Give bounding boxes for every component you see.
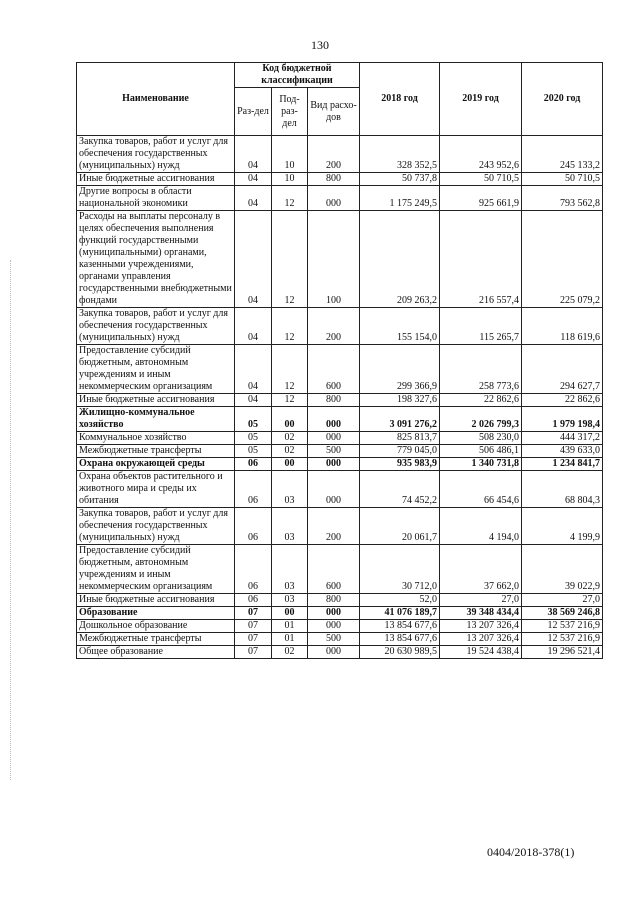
table-row (77, 211, 603, 308)
table-row (77, 136, 603, 173)
header-code-group: Код бюджетной классификации (235, 63, 360, 88)
cell-vid: 500 (308, 445, 360, 458)
cell-name: Межбюджетные трансферты (77, 445, 235, 458)
cell-razdel: 06 (235, 508, 272, 545)
cell-y2019: 37 662,0 (440, 545, 522, 594)
table-body (77, 136, 603, 659)
cell-podrazdel: 00 (272, 607, 308, 620)
table-row (77, 545, 603, 594)
cell-y2018: 1 175 249,5 (360, 186, 440, 211)
cell-podrazdel: 03 (272, 508, 308, 545)
cell-y2018: 825 813,7 (360, 432, 440, 445)
cell-name: Межбюджетные трансферты (77, 633, 235, 646)
cell-y2018: 13 854 677,6 (360, 633, 440, 646)
cell-podrazdel: 12 (272, 394, 308, 407)
cell-vid: 000 (308, 620, 360, 633)
cell-name: Расходы на выплаты персоналу в целях обеспечения выполнения функций государственными (муниципальными) органами, казенными учреждениями, органами управления государственными внебюджетными фондами (77, 211, 235, 308)
cell-podrazdel: 03 (272, 545, 308, 594)
table-row (77, 458, 603, 471)
cell-razdel: 04 (235, 186, 272, 211)
table-row (77, 308, 603, 345)
cell-y2018: 41 076 189,7 (360, 607, 440, 620)
cell-name: Охрана объектов растительного и животного мира и среды их обитания (77, 471, 235, 508)
cell-y2020: 12 537 216,9 (522, 633, 603, 646)
cell-name: Закупка товаров, работ и услуг для обеспечения государственных (муниципальных) нужд (77, 308, 235, 345)
page-number: 130 (311, 38, 329, 52)
cell-podrazdel: 01 (272, 633, 308, 646)
cell-y2019: 66 454,6 (440, 471, 522, 508)
cell-y2018: 299 366,9 (360, 345, 440, 394)
cell-y2020: 27,0 (522, 594, 603, 607)
cell-y2018: 52,0 (360, 594, 440, 607)
table-row (77, 432, 603, 445)
header-name: Наименование (77, 63, 235, 136)
cell-y2019: 506 486,1 (440, 445, 522, 458)
table-row (77, 594, 603, 607)
cell-name: Иные бюджетные ассигнования (77, 173, 235, 186)
cell-razdel: 05 (235, 445, 272, 458)
cell-vid: 000 (308, 186, 360, 211)
table-row (77, 620, 603, 633)
table-row (77, 173, 603, 186)
cell-y2018: 20 630 989,5 (360, 646, 440, 659)
cell-name: Иные бюджетные ассигнования (77, 594, 235, 607)
cell-y2020: 1 234 841,7 (522, 458, 603, 471)
header-section: Раз-дел (235, 88, 272, 136)
cell-podrazdel: 12 (272, 186, 308, 211)
cell-y2020: 4 199,9 (522, 508, 603, 545)
table-row (77, 607, 603, 620)
cell-y2020: 19 296 521,4 (522, 646, 603, 659)
cell-vid: 500 (308, 633, 360, 646)
cell-y2020: 1 979 198,4 (522, 407, 603, 432)
cell-y2020: 50 710,5 (522, 173, 603, 186)
cell-y2020: 68 804,3 (522, 471, 603, 508)
cell-razdel: 05 (235, 407, 272, 432)
cell-y2020: 793 562,8 (522, 186, 603, 211)
cell-podrazdel: 10 (272, 173, 308, 186)
cell-podrazdel: 03 (272, 471, 308, 508)
cell-razdel: 07 (235, 607, 272, 620)
cell-name: Другие вопросы в области национальной экономики (77, 186, 235, 211)
cell-y2020: 22 862,6 (522, 394, 603, 407)
cell-y2020: 39 022,9 (522, 545, 603, 594)
cell-y2019: 2 026 799,3 (440, 407, 522, 432)
cell-vid: 800 (308, 394, 360, 407)
cell-y2019: 39 348 434,4 (440, 607, 522, 620)
cell-vid: 000 (308, 432, 360, 445)
cell-y2019: 115 265,7 (440, 308, 522, 345)
cell-razdel: 07 (235, 633, 272, 646)
cell-y2019: 13 207 326,4 (440, 620, 522, 633)
cell-razdel: 07 (235, 646, 272, 659)
table-row (77, 471, 603, 508)
cell-y2018: 155 154,0 (360, 308, 440, 345)
cell-vid: 000 (308, 471, 360, 508)
cell-name: Иные бюджетные ассигнования (77, 394, 235, 407)
cell-vid: 000 (308, 607, 360, 620)
table-row (77, 633, 603, 646)
cell-name: Образование (77, 607, 235, 620)
cell-podrazdel: 12 (272, 308, 308, 345)
cell-vid: 600 (308, 345, 360, 394)
cell-vid: 000 (308, 458, 360, 471)
cell-podrazdel: 03 (272, 594, 308, 607)
cell-y2019: 4 194,0 (440, 508, 522, 545)
cell-y2020: 225 079,2 (522, 211, 603, 308)
cell-razdel: 07 (235, 620, 272, 633)
cell-name: Предоставление субсидий бюджетным, автономным учреждениям и иным некоммерческим организациям (77, 545, 235, 594)
cell-y2020: 294 627,7 (522, 345, 603, 394)
cell-razdel: 06 (235, 458, 272, 471)
header-expense-type: Вид расхо-дов (308, 88, 360, 136)
cell-y2020: 118 619,6 (522, 308, 603, 345)
table-row (77, 445, 603, 458)
cell-y2019: 216 557,4 (440, 211, 522, 308)
cell-y2020: 439 633,0 (522, 445, 603, 458)
cell-y2020: 245 133,2 (522, 136, 603, 173)
header-2018: 2018 год (360, 63, 440, 136)
cell-name: Закупка товаров, работ и услуг для обеспечения государственных (муниципальных) нужд (77, 136, 235, 173)
cell-y2018: 209 263,2 (360, 211, 440, 308)
cell-razdel: 04 (235, 308, 272, 345)
cell-podrazdel: 00 (272, 407, 308, 432)
cell-podrazdel: 12 (272, 345, 308, 394)
cell-y2019: 1 340 731,8 (440, 458, 522, 471)
header-subsection: Под-раз-дел (272, 88, 308, 136)
cell-vid: 600 (308, 545, 360, 594)
cell-razdel: 04 (235, 394, 272, 407)
cell-y2018: 779 045,0 (360, 445, 440, 458)
cell-razdel: 05 (235, 432, 272, 445)
cell-name: Жилищно-коммунальное хозяйство (77, 407, 235, 432)
cell-y2020: 444 317,2 (522, 432, 603, 445)
cell-name: Охрана окружающей среды (77, 458, 235, 471)
cell-vid: 100 (308, 211, 360, 308)
table-row (77, 186, 603, 211)
cell-vid: 200 (308, 136, 360, 173)
cell-razdel: 04 (235, 345, 272, 394)
header-2020: 2020 год (522, 63, 603, 136)
cell-razdel: 04 (235, 211, 272, 308)
cell-vid: 200 (308, 508, 360, 545)
cell-name: Закупка товаров, работ и услуг для обеспечения государственных (муниципальных) нужд (77, 508, 235, 545)
cell-podrazdel: 02 (272, 445, 308, 458)
cell-name: Общее образование (77, 646, 235, 659)
cell-y2018: 13 854 677,6 (360, 620, 440, 633)
cell-y2019: 22 862,6 (440, 394, 522, 407)
table-row (77, 394, 603, 407)
budget-table (76, 62, 603, 659)
table-row (77, 508, 603, 545)
cell-razdel: 06 (235, 594, 272, 607)
cell-razdel: 04 (235, 173, 272, 186)
cell-y2019: 19 524 438,4 (440, 646, 522, 659)
cell-name: Предоставление субсидий бюджетным, автономным учреждениям и иным некоммерческим организациям (77, 345, 235, 394)
header-2019: 2019 год (440, 63, 522, 136)
table-row (77, 646, 603, 659)
cell-podrazdel: 12 (272, 211, 308, 308)
cell-y2019: 243 952,6 (440, 136, 522, 173)
cell-razdel: 06 (235, 545, 272, 594)
footer-code: 0404/2018-378(1) (487, 845, 575, 859)
cell-y2019: 27,0 (440, 594, 522, 607)
cell-y2019: 13 207 326,4 (440, 633, 522, 646)
cell-y2018: 3 091 276,2 (360, 407, 440, 432)
cell-vid: 800 (308, 173, 360, 186)
cell-podrazdel: 02 (272, 646, 308, 659)
table-row (77, 345, 603, 394)
cell-y2020: 12 537 216,9 (522, 620, 603, 633)
cell-vid: 000 (308, 646, 360, 659)
table-row (77, 407, 603, 432)
cell-name: Дошкольное образование (77, 620, 235, 633)
cell-vid: 200 (308, 308, 360, 345)
cell-y2019: 50 710,5 (440, 173, 522, 186)
cell-vid: 800 (308, 594, 360, 607)
cell-podrazdel: 02 (272, 432, 308, 445)
cell-vid: 000 (308, 407, 360, 432)
cell-y2018: 20 061,7 (360, 508, 440, 545)
cell-podrazdel: 10 (272, 136, 308, 173)
cell-y2019: 925 661,9 (440, 186, 522, 211)
cell-y2018: 30 712,0 (360, 545, 440, 594)
cell-y2018: 328 352,5 (360, 136, 440, 173)
cell-name: Коммунальное хозяйство (77, 432, 235, 445)
cell-y2018: 74 452,2 (360, 471, 440, 508)
cell-razdel: 06 (235, 471, 272, 508)
cell-podrazdel: 00 (272, 458, 308, 471)
margin-line (10, 260, 12, 780)
cell-y2018: 198 327,6 (360, 394, 440, 407)
cell-y2019: 508 230,0 (440, 432, 522, 445)
cell-podrazdel: 01 (272, 620, 308, 633)
cell-razdel: 04 (235, 136, 272, 173)
cell-y2019: 258 773,6 (440, 345, 522, 394)
cell-y2020: 38 569 246,8 (522, 607, 603, 620)
cell-y2018: 935 983,9 (360, 458, 440, 471)
cell-y2018: 50 737,8 (360, 173, 440, 186)
